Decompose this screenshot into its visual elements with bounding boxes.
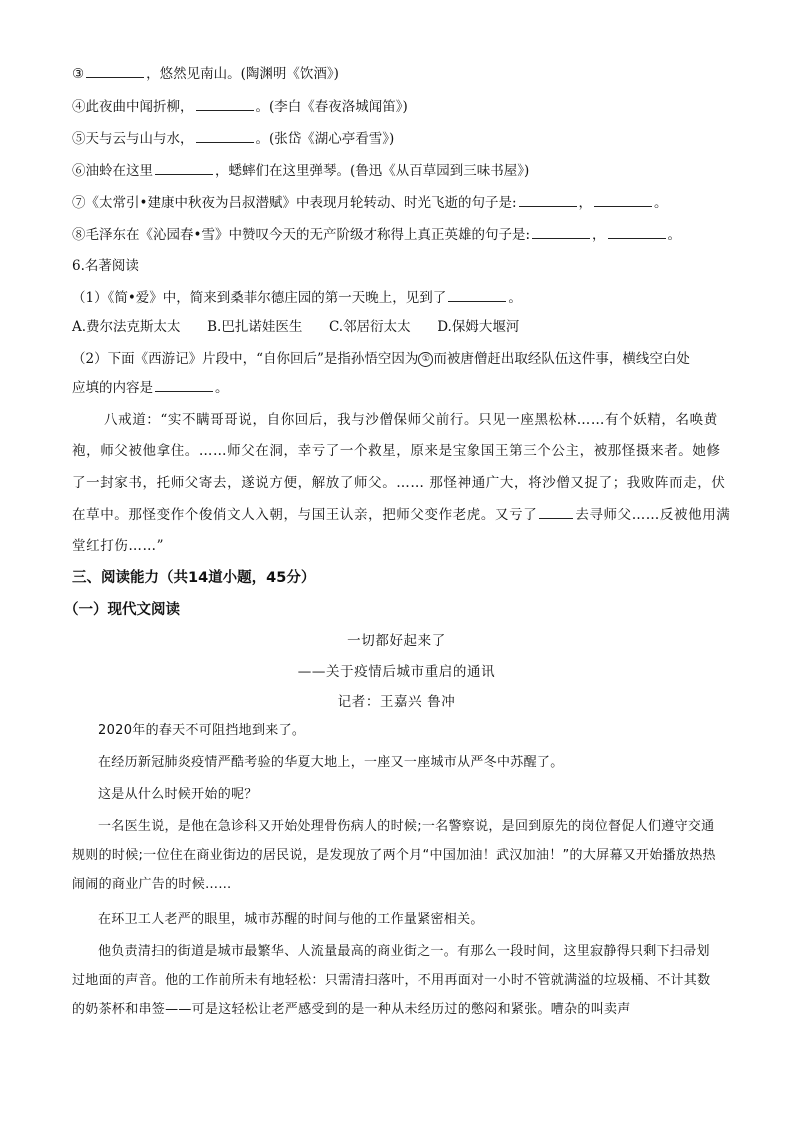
jane-question: （1）《简•爱》中，简来到桑菲尔德庄园的第一天晚上，见到了 。: [72, 290, 522, 306]
answer-blank[interactable]: [196, 98, 254, 111]
option-c[interactable]: C.邻居衍太太: [328, 319, 411, 335]
excerpt-line: 了一封家书，托师父寄去，遂说方便，解放了师父。…… 那怪神通广大，将沙僧又捉了；我败阵而走，伏: [72, 475, 726, 491]
answer-blank[interactable]: [196, 130, 254, 143]
article-paragraph: 在环卫工人老严的眼里，城市苏醒的时间与他的工作量紧密相关。: [98, 912, 484, 927]
xiyou-question-line2: 应填的内容是 。: [72, 380, 229, 396]
excerpt-line: 袍，师父被他拿住。……师父在洞，幸亏了一个救星，原来是宝象国王第三个公主，被那怪摄来者。她修: [72, 443, 721, 459]
article-paragraph: 他负责清扫的街道是城市最繁华、人流量最高的商业街之一。有那么一段时间，这里寂静得只剩下扫帚划过地面的声音。他的工作前所未有地轻松：只需清扫落叶，不用再面对一小时不管就满溢的垃圾桶、不计其数的奶茶杯和串签——可是这轻松让老严感受到的是一种从未经历过的憋闷和紧张。嘈杂的叫卖声: [72, 944, 711, 1017]
article-subtitle: ——关于疫情后城市重启的通讯: [297, 664, 496, 680]
answer-blank[interactable]: [532, 226, 590, 239]
article-title: 一切都好起来了: [347, 633, 446, 649]
excerpt-line: 八戒道：“实不瞒哥哥说，自你回后，我与沙僧保师父前行。只见一座黑松林……有个妖精，名唤黄: [104, 412, 718, 428]
answer-blank[interactable]: [608, 226, 666, 239]
article-paragraph: 2020年的春天不可阻挡地到来了。: [98, 723, 306, 738]
poem-q6: ⑥油蛉在这里 ，蟋蟀们在这里弹琴。(鲁迅《从百草园到三味书屋》): [72, 163, 530, 179]
excerpt-line: 堂红打伤……”: [72, 538, 165, 554]
answer-blank[interactable]: [155, 162, 213, 175]
answer-blank[interactable]: [519, 194, 577, 207]
excerpt-line: 在草中。那怪变作个俊俏文人入朝，与国王认亲，把师父变作老虎。又亏了 去寻师父……反被他用满: [72, 507, 731, 523]
article-paragraph: 这是从什么时候开始的呢？: [98, 787, 258, 802]
section-title: 三、阅读能力（共14道小题，45分）: [72, 570, 316, 586]
poem-q7: ⑦《太常引•建康中秋夜为吕叔潜赋》中表现月轮转动、时光飞逝的句子是: ， 。: [72, 195, 668, 211]
answer-blank[interactable]: [86, 65, 144, 78]
answer-blank[interactable]: [155, 379, 213, 392]
question-6-title: 6.名著阅读: [72, 258, 139, 274]
option-b[interactable]: B.巴扎诺娃医生: [207, 319, 303, 335]
poem-q8: ⑧毛泽东在《沁园春•雪》中赞叹今天的无产阶级才称得上真正英雄的句子是: ， 。: [72, 227, 682, 243]
circled-number: ①: [418, 352, 433, 367]
answer-blank[interactable]: [539, 506, 573, 519]
answer-blank[interactable]: [448, 289, 506, 302]
article-byline: 记者：王嘉兴 鲁冲: [337, 694, 456, 710]
subsection-title: （一）现代文阅读: [64, 602, 180, 618]
xiyou-question: （2）下面《西游记》片段中，“自你回后”是指孙悟空因为 ① 而被唐僧赶出取经队伍这件事，横线空白处: [72, 351, 690, 367]
article-paragraph: 在经历新冠肺炎疫情严酷考验的华夏大地上，一座又一座城市从严冬中苏醒了。: [98, 755, 564, 770]
answer-blank[interactable]: [594, 194, 652, 207]
poem-q5: ⑤天与云与山与水， 。(张岱《湖心亭看雪》): [72, 131, 395, 147]
article-paragraph: 一名医生说，是他在急诊科又开始处理骨伤病人的时候;一名警察说，是回到原先的岗位督促人们遵守交通规则的时候;一位住在商业街边的居民说，是发现放了两个月“中国加油！武汉加油！”的大屏幕又开始播放热热闹闹的商业广告的时候……: [72, 819, 716, 892]
poem-q4: ④此夜曲中闻折柳， 。(李白《春夜洛城闻笛》): [72, 99, 408, 115]
poem-q3: ③ ，悠然见南山。(陶渊明《饮酒》): [72, 66, 339, 82]
option-d[interactable]: D.保姆大堰河: [437, 319, 520, 335]
option-a[interactable]: A.费尔法克斯太太: [72, 319, 181, 335]
jane-options: [72, 317, 519, 337]
